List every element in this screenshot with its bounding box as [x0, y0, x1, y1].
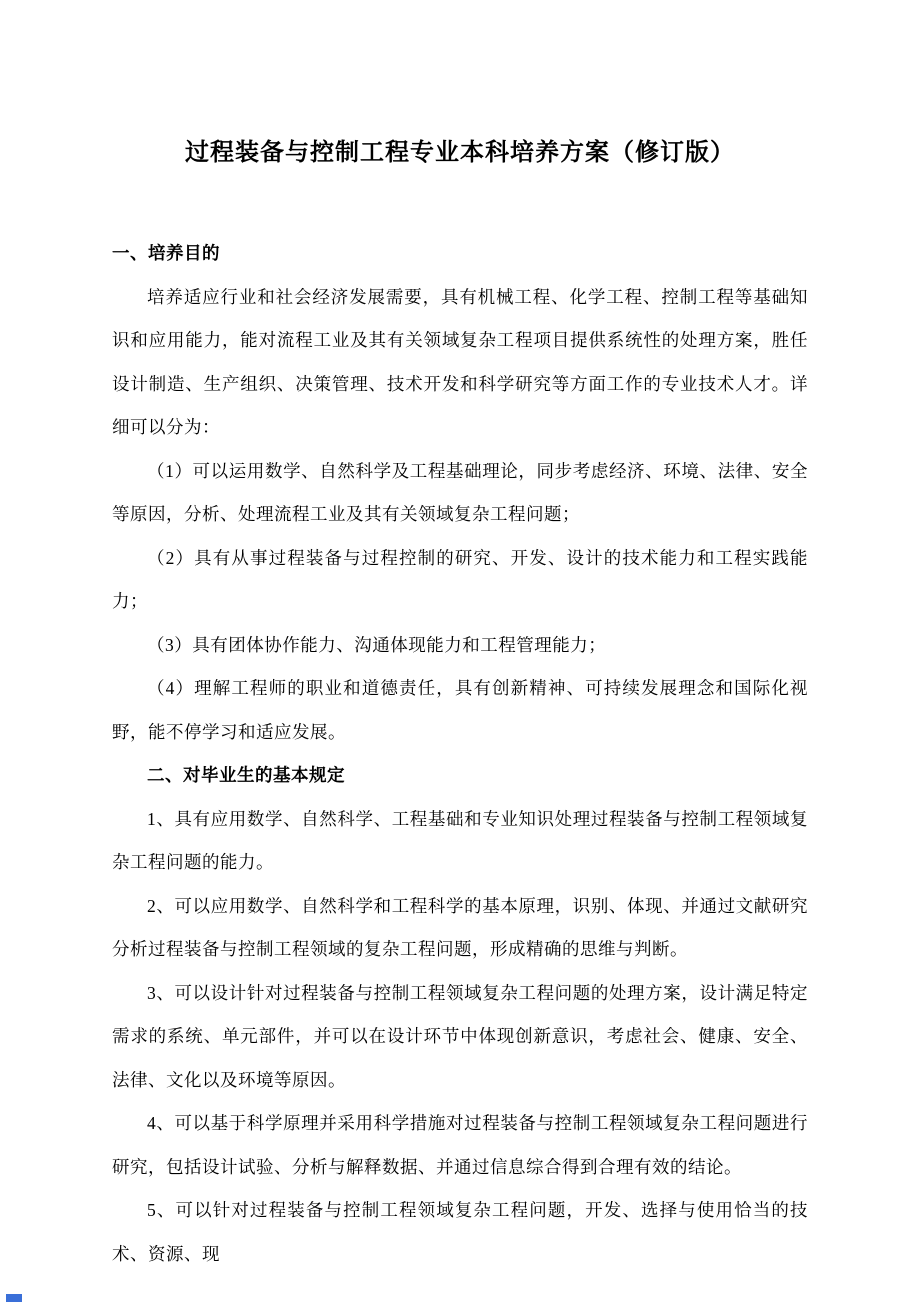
paragraph: 1、具有应用数学、自然科学、工程基础和专业知识处理过程装备与控制工程领域复杂工程问题的能力。 — [112, 808, 808, 872]
paragraph: 2、可以应用数学、自然科学和工程科学的基本原理，识别、体现、并通过文献研究分析过程装备与控制工程领域的复杂工程问题，形成精确的思维与判断。 — [112, 895, 808, 959]
section-heading-2: 二、对毕业生的基本规定 — [147, 765, 345, 785]
paragraph: 3、可以设计针对过程装备与控制工程领域复杂工程问题的处理方案，设计满足特定需求的系统、单元部件，并可以在设计环节中体现创新意识，考虑社会、健康、安全、法律、文化以及环境等原因。 — [112, 982, 808, 1090]
document-title: 过程装备与控制工程专业本科培养方案（修订版） — [185, 140, 735, 166]
section-heading-1: 一、培养目的 — [112, 243, 220, 263]
paragraph: （4）理解工程师的职业和道德责任，具有创新精神、可持续发展理念和国际化视野，能不停学习和适应发展。 — [112, 678, 808, 742]
paragraph: （2）具有从事过程装备与过程控制的研究、开发、设计的技术能力和工程实践能力； — [112, 547, 808, 611]
paragraph: 培养适应行业和社会经济发展需要，具有机械工程、化学工程、控制工程等基础知识和应用能力，能对流程工业及其有关领域复杂工程项目提供系统性的处理方案，胜任设计制造、生产组织、决策管理、技术开发和科学研究等方面工作的专业技术人才。详细可以分为： — [112, 286, 808, 437]
paragraph: （1）可以运用数学、自然科学及工程基础理论，同步考虑经济、环境、法律、安全等原因，分析、处理流程工业及其有关领域复杂工程问题； — [112, 460, 808, 524]
paragraph: 4、可以基于科学原理并采用科学措施对过程装备与控制工程领域复杂工程问题进行研究，包括设计试验、分析与解释数据、并通过信息综合得到合理有效的结论。 — [112, 1113, 808, 1177]
paragraph: （3）具有团体协作能力、沟通体现能力和工程管理能力； — [147, 634, 607, 655]
page-corner-artifact — [6, 1294, 22, 1302]
paragraph: 5、可以针对过程装备与控制工程领域复杂工程问题，开发、选择与使用恰当的技术、资源、现 — [112, 1200, 808, 1264]
